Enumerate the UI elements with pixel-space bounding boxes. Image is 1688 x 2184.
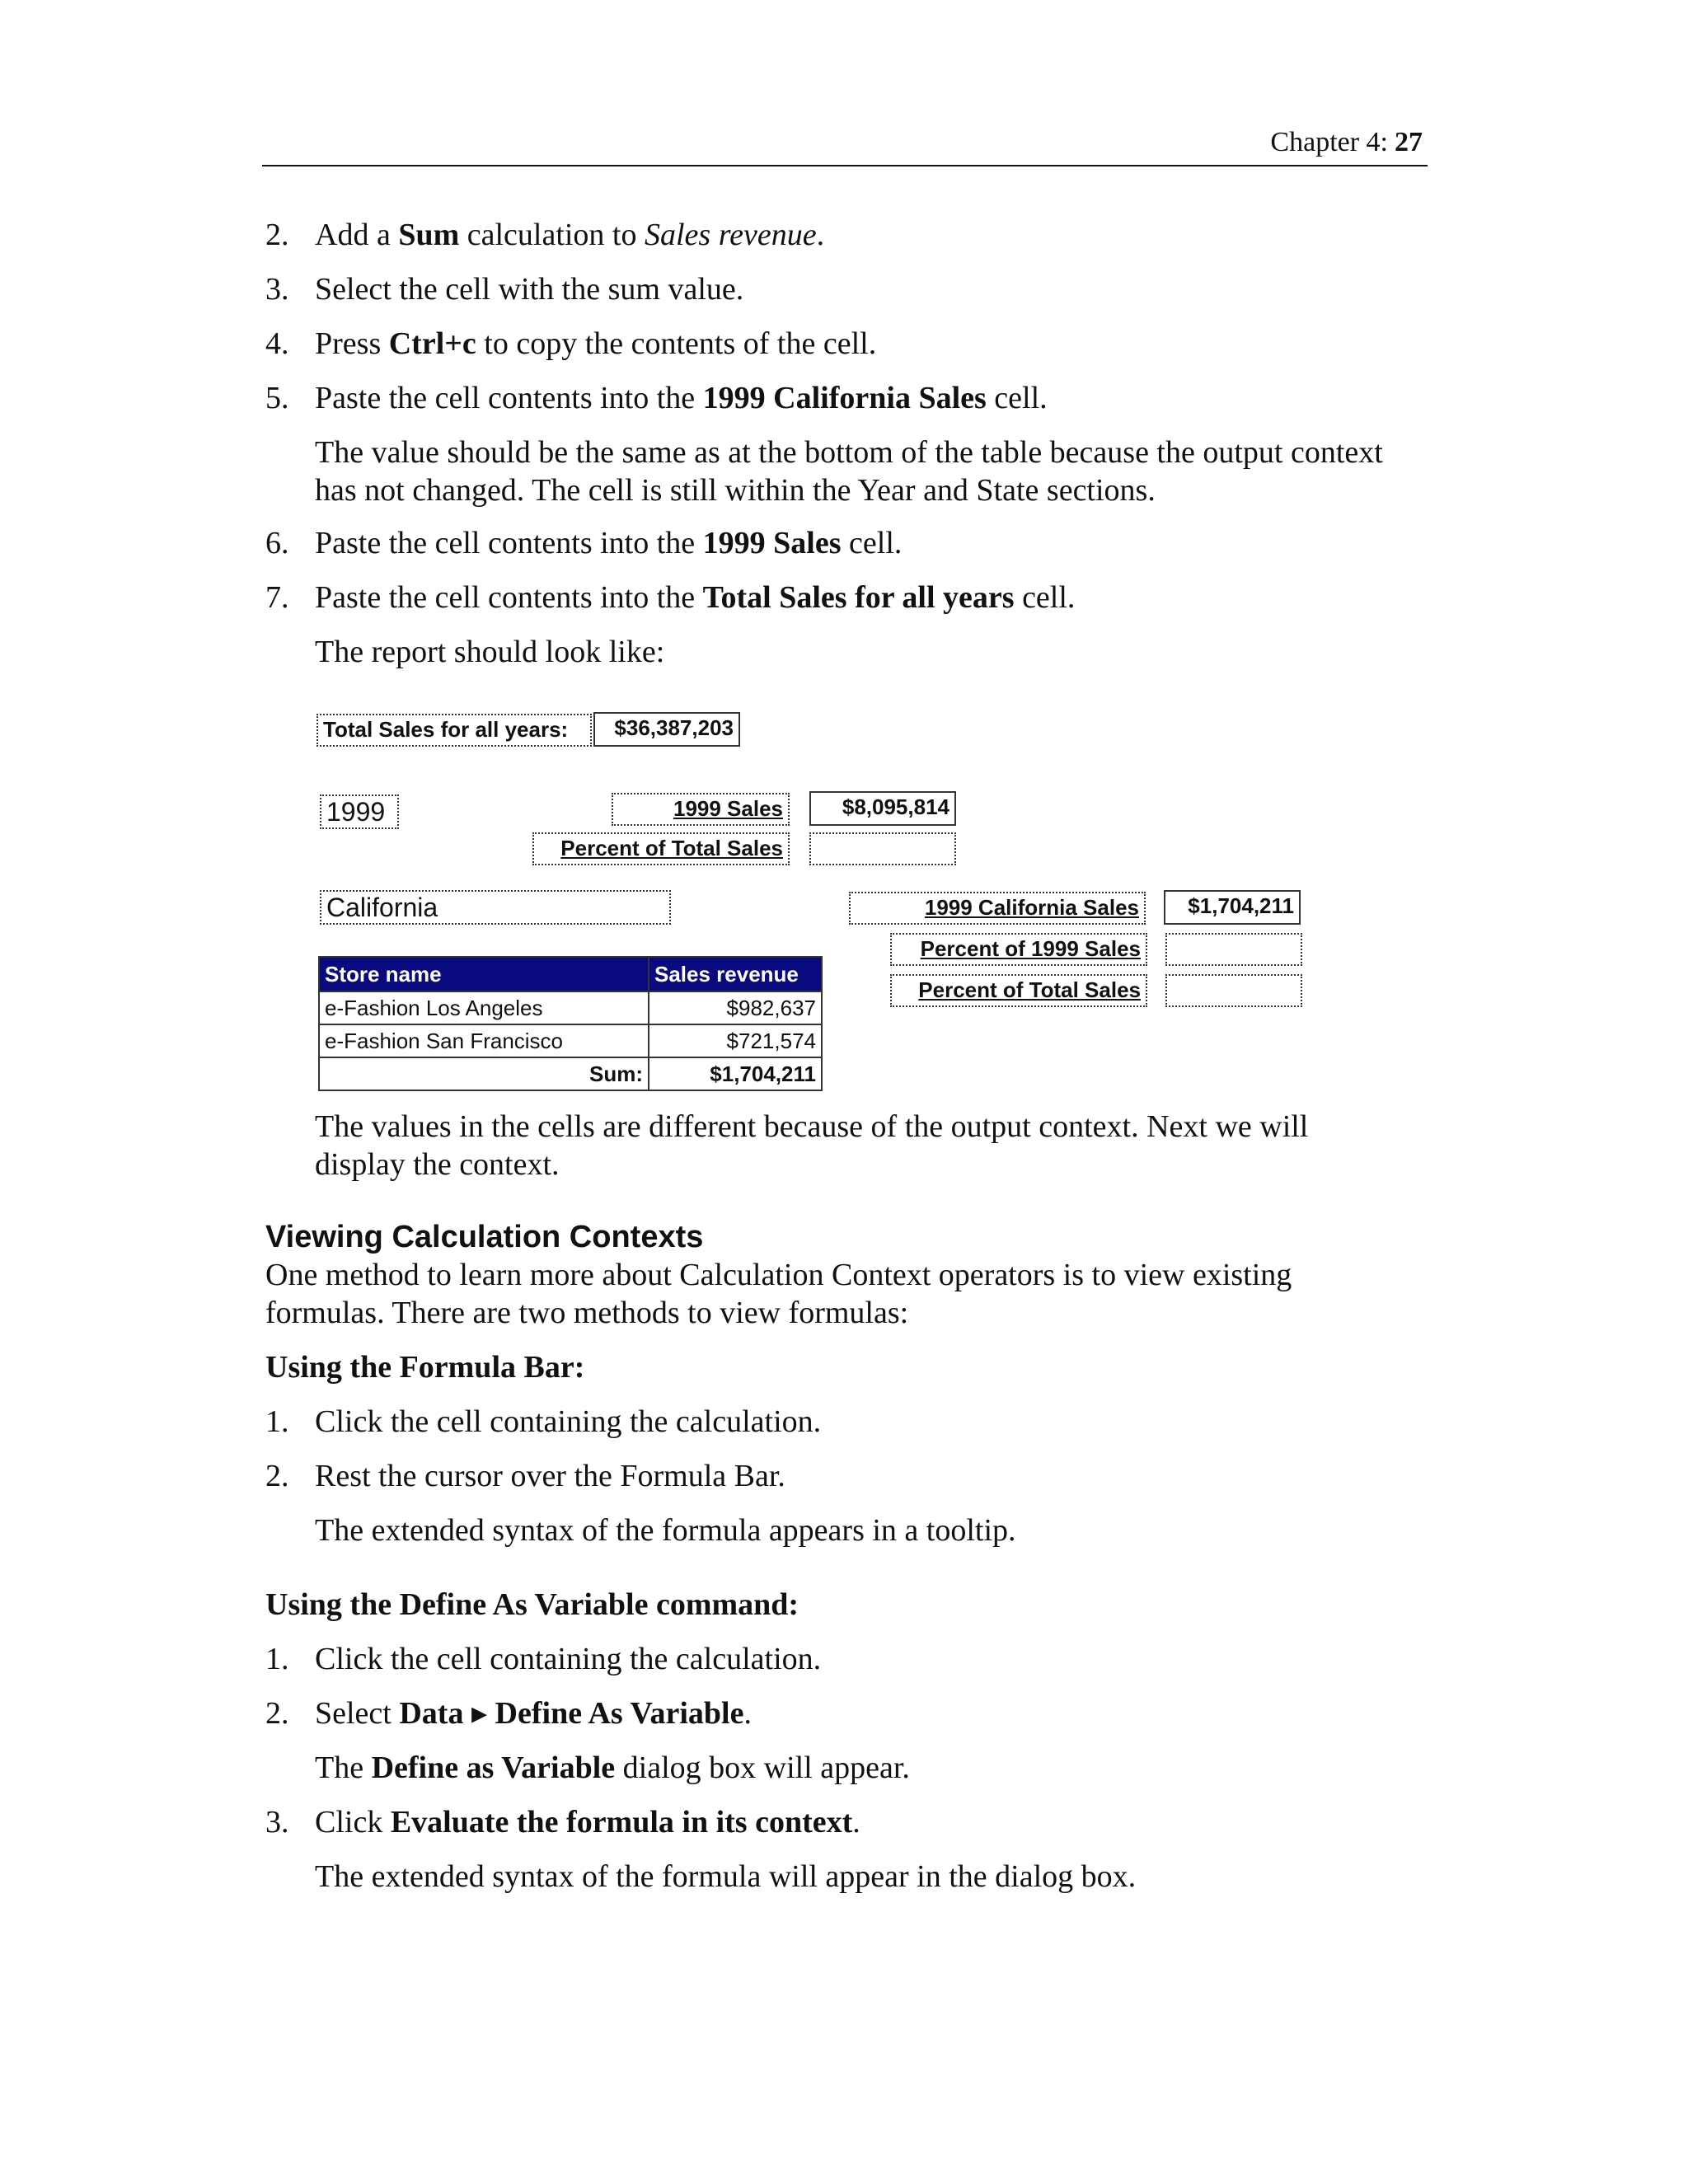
sales-revenue-cell: $982,637 bbox=[649, 991, 822, 1024]
page-header bbox=[262, 124, 1428, 166]
different-values-paragraph: The values in the cells are different because of the output context. Next we will display the context. bbox=[315, 1109, 1309, 1182]
step-6: 6. Paste the cell contents into the 1999 Sales cell. bbox=[265, 526, 903, 560]
step-4: 4. Press Ctrl+c to copy the contents of the cell. bbox=[265, 326, 877, 361]
step-3: 3. Select the cell with the sum value. bbox=[265, 272, 744, 307]
formula-bar-step-1: 1. Click the cell containing the calculation. bbox=[265, 1404, 822, 1439]
define-variable-heading: Using the Define As Variable command: bbox=[265, 1587, 799, 1622]
table-row bbox=[319, 991, 822, 1024]
sum-value: $1,704,211 bbox=[649, 1057, 822, 1090]
menu-arrow-icon: ▸ bbox=[471, 1696, 488, 1731]
percent-total-sales-label-2: Percent of Total Sales bbox=[890, 974, 1147, 1007]
state-sales-label: 1999 California Sales bbox=[849, 892, 1146, 925]
define-variable-step-2: 2. Select Data ▸ Define As Variable. bbox=[265, 1696, 752, 1731]
context-paragraph: The value should be the same as at the bottom of the table because the output context has not changed. The cell is still within the Year and State sections. bbox=[315, 435, 1383, 508]
formula-bar-heading: Using the Formula Bar: bbox=[265, 1350, 585, 1385]
total-sales-label: Total Sales for all years: bbox=[316, 714, 592, 747]
define-variable-step-1: 1. Click the cell containing the calculation. bbox=[265, 1642, 822, 1676]
method-paragraph: One method to learn more about Calculation Context operators is to view existing formulas. There are two methods to view formulas: bbox=[265, 1258, 1292, 1330]
formula-bar-step-2: 2. Rest the cursor over the Formula Bar. bbox=[265, 1459, 785, 1493]
percent-1999-sales-value bbox=[1165, 933, 1302, 966]
percent-total-sales-value bbox=[809, 832, 956, 865]
table-sum-row bbox=[319, 1057, 822, 1090]
state-cell: California bbox=[320, 890, 671, 925]
table-row bbox=[319, 1024, 822, 1057]
store-sales-table bbox=[318, 956, 823, 1091]
formula-bar-note: The extended syntax of the formula appears in a tooltip. bbox=[315, 1513, 1016, 1548]
year-cell: 1999 bbox=[320, 794, 399, 829]
define-variable-note: The Define as Variable dialog box will appear. bbox=[315, 1750, 910, 1785]
page-number: 27 bbox=[1395, 127, 1423, 157]
chapter-label: Chapter 4: 27 bbox=[1270, 127, 1423, 157]
step-7: 7. Paste the cell contents into the Total Sales for all years cell. bbox=[265, 580, 1076, 615]
column-header-store-name: Store name bbox=[319, 957, 649, 991]
define-variable-step-3: 3. Click Evaluate the formula in its context. bbox=[265, 1805, 860, 1840]
store-name-cell: e-Fashion San Francisco bbox=[319, 1024, 649, 1057]
define-variable-note-2: The extended syntax of the formula will appear in the dialog box. bbox=[315, 1859, 1137, 1894]
column-header-sales-revenue: Sales revenue bbox=[649, 957, 822, 991]
year-sales-value: $8,095,814 bbox=[809, 791, 956, 826]
state-sales-value: $1,704,211 bbox=[1164, 890, 1301, 925]
store-name-cell: e-Fashion Los Angeles bbox=[319, 991, 649, 1024]
percent-total-sales-label: Percent of Total Sales bbox=[532, 832, 790, 865]
table-header-row bbox=[319, 957, 822, 991]
step-5: 5. Paste the cell contents into the 1999 California Sales cell. bbox=[265, 381, 1048, 415]
sum-label: Sum: bbox=[319, 1057, 649, 1090]
section-title: Viewing Calculation Contexts bbox=[265, 1220, 704, 1254]
total-sales-value: $36,387,203 bbox=[593, 712, 740, 747]
percent-1999-sales-label: Percent of 1999 Sales bbox=[890, 933, 1147, 966]
step-2: 2. Add a Sum calculation to Sales revenue. bbox=[265, 218, 825, 252]
sales-revenue-cell: $721,574 bbox=[649, 1024, 822, 1057]
percent-total-sales-value-2 bbox=[1165, 974, 1302, 1007]
year-sales-label: 1999 Sales bbox=[612, 793, 790, 826]
report-intro: The report should look like: bbox=[315, 635, 665, 669]
